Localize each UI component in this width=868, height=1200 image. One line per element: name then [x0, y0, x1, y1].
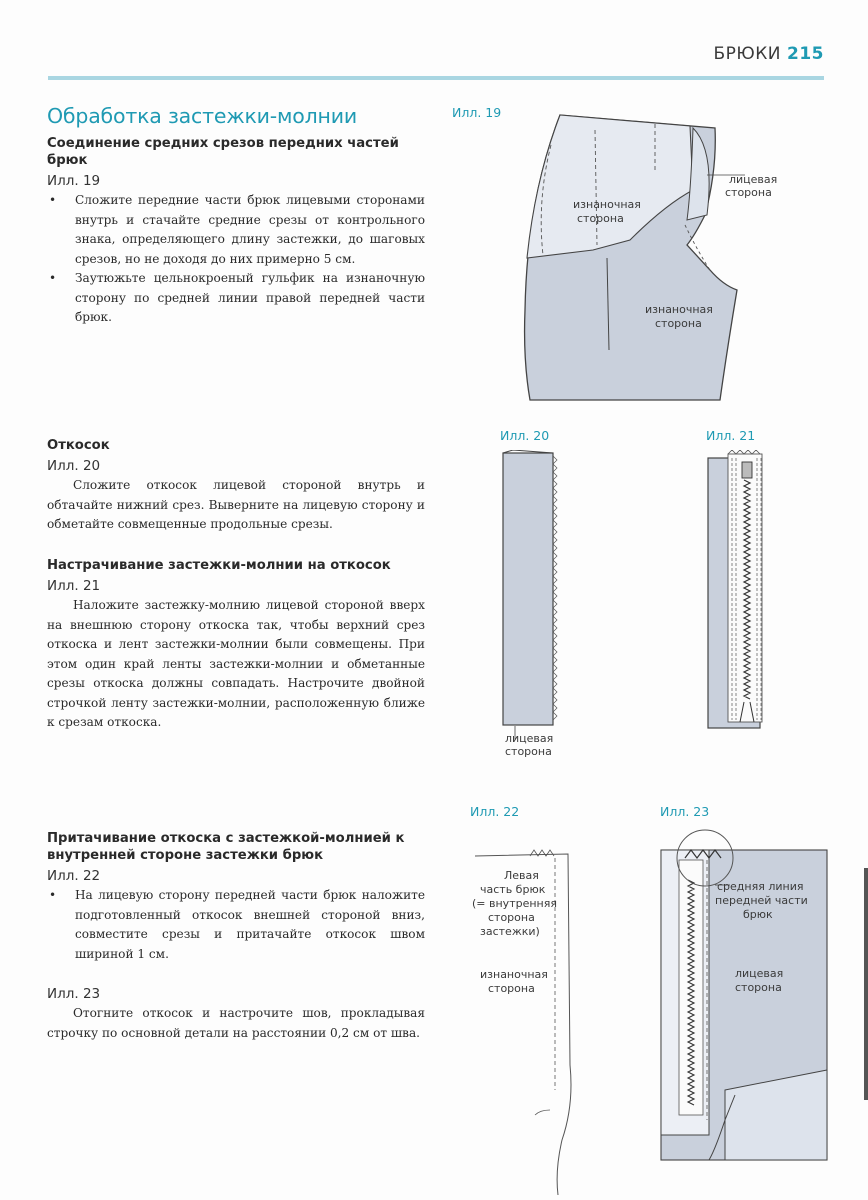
fig19-back-label: изнаночная	[573, 198, 641, 211]
fig20-facing	[495, 450, 585, 760]
header-rule	[48, 76, 824, 80]
instruction-paragraph: Отогните откосок и настрочите шов, прокладывая строчку по основной детали на расстоянии 0,2 см от шва.	[47, 1006, 425, 1040]
fig20-face-label: лицевая	[505, 732, 554, 745]
fig23-facing-attached	[655, 820, 830, 1190]
fig22-left-label: часть брюк	[480, 883, 546, 896]
fig19-trousers-front	[515, 110, 785, 410]
instruction-item: • Сложите передние части брюк лицевыми сторонами внутрь и стачайте средние срезы от контрольного знака, определяющего длину застежки, до шаговых срезов, но не доходя до них примерно 5 см.	[47, 191, 425, 269]
fig22-left-label: Левая	[504, 869, 539, 882]
running-head	[713, 44, 824, 64]
fig22-label: Илл. 22	[470, 804, 520, 819]
fig19-back-label: сторона	[655, 317, 702, 330]
instruction-paragraph: Наложите застежку-молнию лицевой стороной вверх на внешнюю сторону откоска так, чтобы верхний срез откоска и лент застежки-молнии были совмещены. При этом один край ленты застежки-молнии и обметанные срезы откоска должны совпадать. Настрочите двойной строчкой ленту застежки-молнии, расположенную ближе к срезам откоска.	[47, 598, 425, 729]
fig20-face-label: сторона	[505, 745, 552, 758]
fig19-face-label: лицевая	[729, 173, 778, 186]
margin-rule	[864, 868, 868, 1100]
instruction-list	[47, 886, 425, 964]
fig23-center-label: передней части	[715, 894, 808, 907]
fig23-face-label: сторона	[735, 981, 782, 994]
fig21-zipper-on-facing	[700, 450, 780, 735]
zipper-slider	[742, 462, 752, 478]
fig21-label: Илл. 21	[706, 428, 756, 443]
fig19-label: Илл. 19	[452, 105, 502, 120]
section-facing	[47, 437, 425, 535]
fig22-back-label: изнаночная	[480, 968, 548, 981]
fig23-center-label: средняя линия	[717, 880, 804, 893]
subsection-title: Соединение средних срезов передних частей брюк	[47, 136, 399, 168]
instruction-paragraph: Сложите откосок лицевой стороной внутрь и обтачайте нижний срез. Выверните на лицевую сторону и обметайте совмещенные продольные срезы.	[47, 478, 425, 531]
fig22-left-label: (= внутренняя	[472, 897, 557, 910]
fig22-left-label: застежки)	[480, 925, 540, 938]
section-zipper-stitch	[47, 557, 425, 733]
fig22-left-label: сторона	[488, 911, 535, 924]
section-name: БРЮКИ	[713, 44, 781, 64]
subsection-title: Откосок	[47, 438, 110, 453]
fig22-back-label: сторона	[488, 982, 535, 995]
section-attach-facing	[47, 830, 425, 1043]
fig23-label: Илл. 23	[660, 804, 710, 819]
fig23-face-label: лицевая	[735, 967, 784, 980]
instruction-list	[47, 191, 425, 328]
section-zipper-intro	[47, 104, 425, 328]
instruction-item: • На лицевую сторону передней части брюк наложите подготовленный откосок внешней стороной вниз, совместите срезы и притачайте откосок швом шириной 1 см.	[47, 886, 425, 964]
section-title: Обработка застежки-молнии	[47, 104, 357, 128]
ill-reference: Илл. 19	[47, 173, 101, 189]
subsection-title: Настрачивание застежки-молнии на откосок	[47, 558, 391, 573]
ill-reference: Илл. 21	[47, 578, 101, 594]
ill-reference: Илл. 20	[47, 458, 101, 474]
fig20-label: Илл. 20	[500, 428, 550, 443]
ill-reference: Илл. 23	[47, 986, 101, 1002]
fig19-back-label: изнаночная	[645, 303, 713, 316]
page-number: 215	[787, 44, 824, 64]
fig22-left-trouser	[470, 840, 585, 1200]
instruction-item: • Заутюжьте цельнокроеный гульфик на изнаночную сторону по средней линии правой передней части брюк.	[47, 269, 425, 328]
subsection-title: Притачивание откоска с застежкой-молнией к внутренней стороне застежки брюк	[47, 831, 405, 863]
fig19-face-label: сторона	[725, 186, 772, 199]
facing-strip	[503, 453, 553, 725]
fig19-back-label: сторона	[577, 212, 624, 225]
ill-reference: Илл. 22	[47, 868, 101, 884]
fig23-center-label: брюк	[743, 908, 773, 921]
